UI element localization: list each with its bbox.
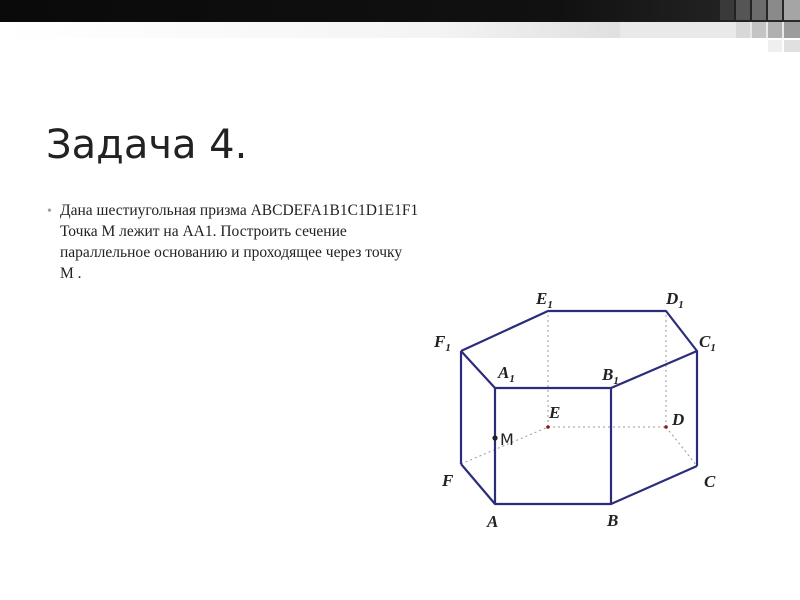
bullet-icon: • [47,204,52,219]
label-A: A [487,512,499,531]
label-A1: $A_1$ [498,363,515,385]
label-F1: $F_1$ [434,332,451,354]
label-B1: $B_1$ [602,365,619,387]
point-M-label: М [500,430,514,449]
label-C1: $C_1$ [699,332,716,354]
task-line-2: Точка М лежит на АА1. Построить сечение [60,223,347,240]
label-E: E [549,403,561,422]
slide-title: Задача 4. [46,122,248,168]
bottom-front-edges [461,464,697,504]
label-B: B [607,511,619,530]
top-face [461,311,697,388]
label-E1: $E_1$ [536,289,553,311]
point-M [492,435,497,440]
label-C: C [704,472,716,491]
edge-D-C [666,427,697,466]
label-D1: $D_1$ [666,289,684,311]
task-line-1: Дана шестиугольная призма ABCDEFA1B1C1D1E1F1 [60,202,419,219]
task-line-3: параллельное основанию и проходящее через точку [60,244,403,261]
label-D: D [672,410,685,429]
label-F: F [442,471,454,490]
task-line-4: М . [60,265,82,282]
visible-edges [461,311,697,504]
